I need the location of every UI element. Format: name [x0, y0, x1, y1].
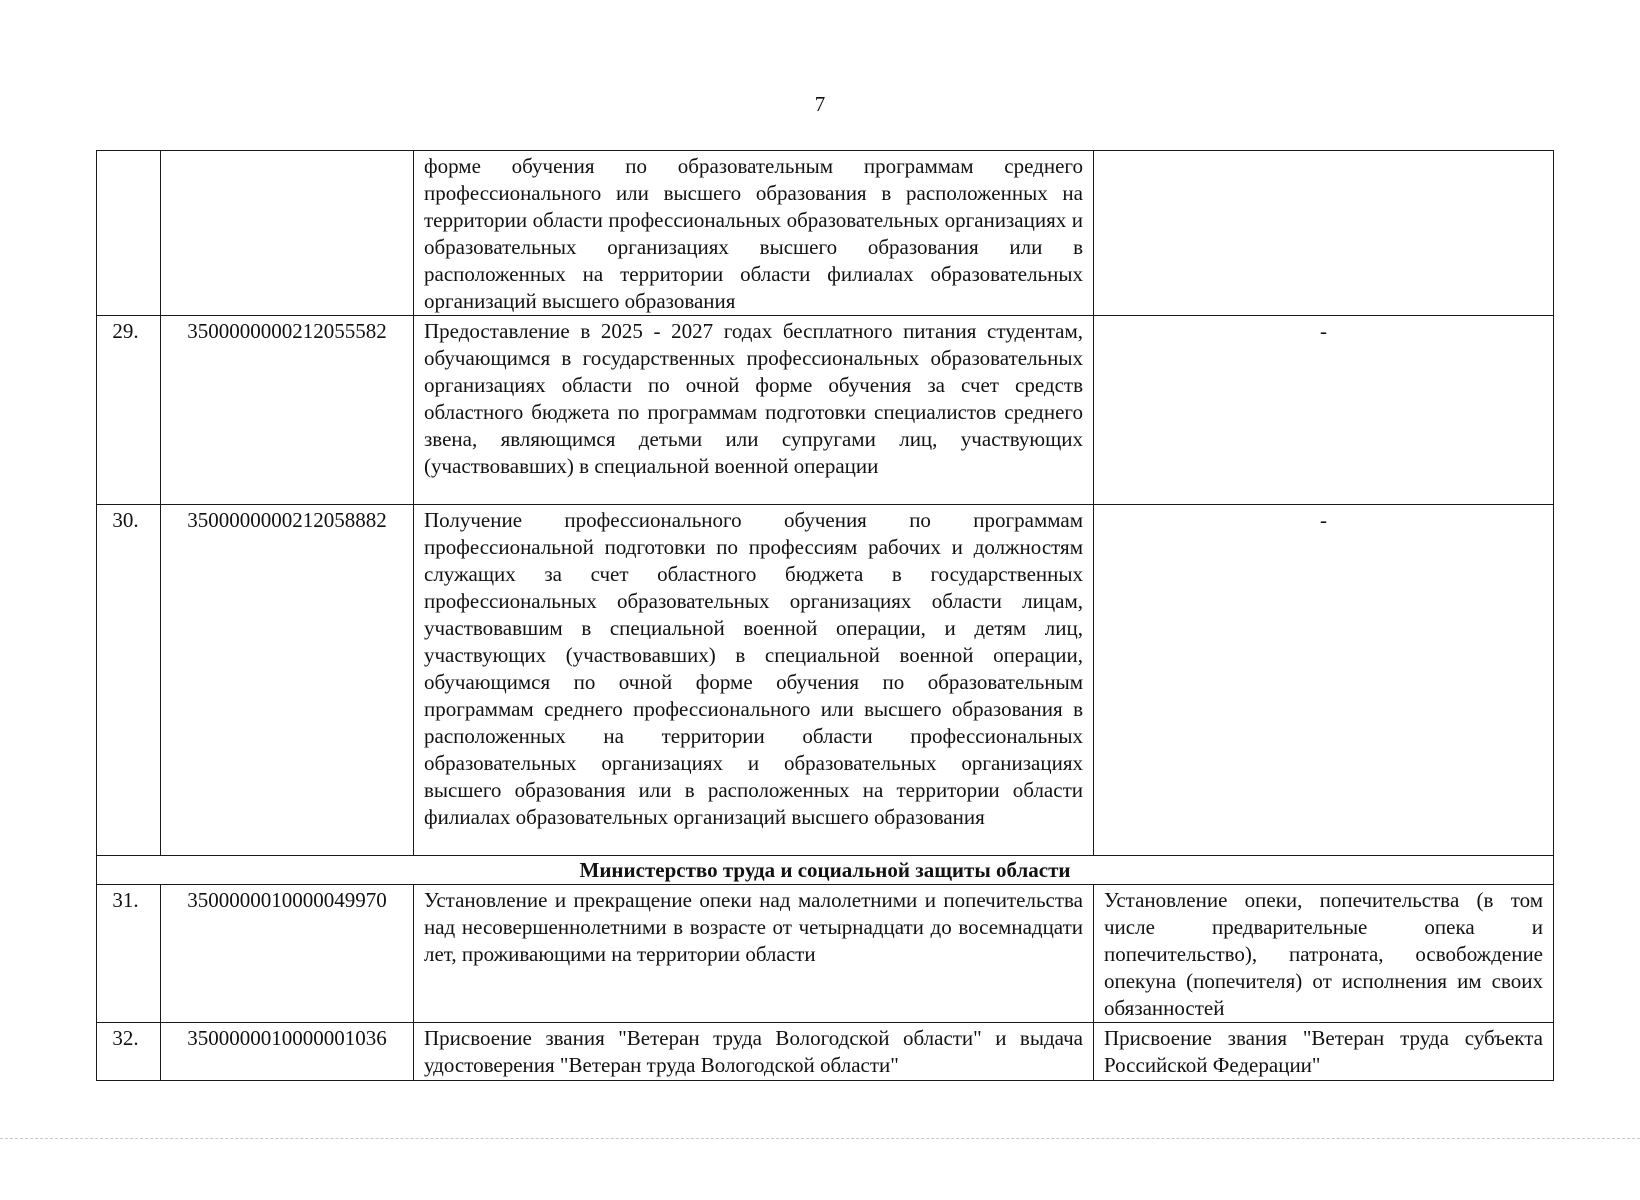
service-name-cell: Присвоение звания "Ветеран труда Вологодской области" и выдача удостоверения "Ветеран труда Вологодской области" — [414, 1023, 1094, 1081]
service-code-cell — [161, 151, 414, 316]
section-title: Министерство труда и социальной защиты области — [97, 856, 1554, 885]
previous-name-cell: Установление опеки, попечительства (в том числе предварительные опека и попечительство), патроната, освобождение опекуна (попечителя) от исполнения им своих обязанностей — [1094, 885, 1554, 1023]
previous-name-cell: - — [1094, 505, 1554, 856]
service-name-cell: Установление и прекращение опеки над малолетними и попечительства над несовершеннолетними в возрасте от четырнадцати до восемнадцати лет, проживающими на территории области — [414, 885, 1094, 1023]
service-name-cell: Предоставление в 2025 - 2027 годах бесплатного питания студентам, обучающимся в государственных профессиональных образовательных организациях области по очной форме обучения за счет средств областного бюджета по программам подготовки специалистов среднего звена, являющимся детьми или супругами лиц, участвующих (участвовавших) в специальной военной операции — [414, 316, 1094, 505]
previous-name-cell: - — [1094, 316, 1554, 505]
scan-artifact-line — [0, 1138, 1640, 1139]
service-code-cell: 3500000000212058882 — [161, 505, 414, 856]
row-number-cell: 32. — [97, 1023, 161, 1081]
table-row — [97, 1023, 1554, 1081]
row-number-cell: 31. — [97, 885, 161, 1023]
service-name-cell: Получение профессионального обучения по программам профессиональной подготовки по профессиям рабочих и должностям служащих за счет областного бюджета в государственных профессиональных образовательных организациях области лицам, участвовавшим в специальной военной операции, и детям лиц, участвующих (участвовавших) в специальной военной операции, обучающимся по очной форме обучения по образовательным программам среднего профессионального или высшего образования в расположенных на территории области профессиональных образовательных организациях и образовательных организациях высшего образования или в расположенных на территории области филиалах образовательных организаций высшего образования — [414, 505, 1094, 856]
table-row-continuation — [97, 151, 1554, 316]
service-code-cell: 3500000010000001036 — [161, 1023, 414, 1081]
row-number-cell — [97, 151, 161, 316]
page-number: 7 — [814, 92, 826, 116]
previous-name-cell: Присвоение звания "Ветеран труда субъекта Российской Федерации" — [1094, 1023, 1554, 1081]
services-table — [96, 150, 1554, 1081]
service-name-cell: форме обучения по образовательным программам среднего профессионального или высшего образования в расположенных на территории области профессиональных образовательных организациях и образовательных организациях высшего образования или в расположенных на территории области филиалах образовательных организаций высшего образования — [414, 151, 1094, 316]
service-code-cell: 3500000010000049970 — [161, 885, 414, 1023]
table-row — [97, 505, 1554, 856]
table-row — [97, 885, 1554, 1023]
table-row — [97, 316, 1554, 505]
previous-name-cell — [1094, 151, 1554, 316]
row-number-cell: 30. — [97, 505, 161, 856]
section-header-row — [97, 856, 1554, 885]
row-number-cell: 29. — [97, 316, 161, 505]
service-code-cell: 3500000000212055582 — [161, 316, 414, 505]
